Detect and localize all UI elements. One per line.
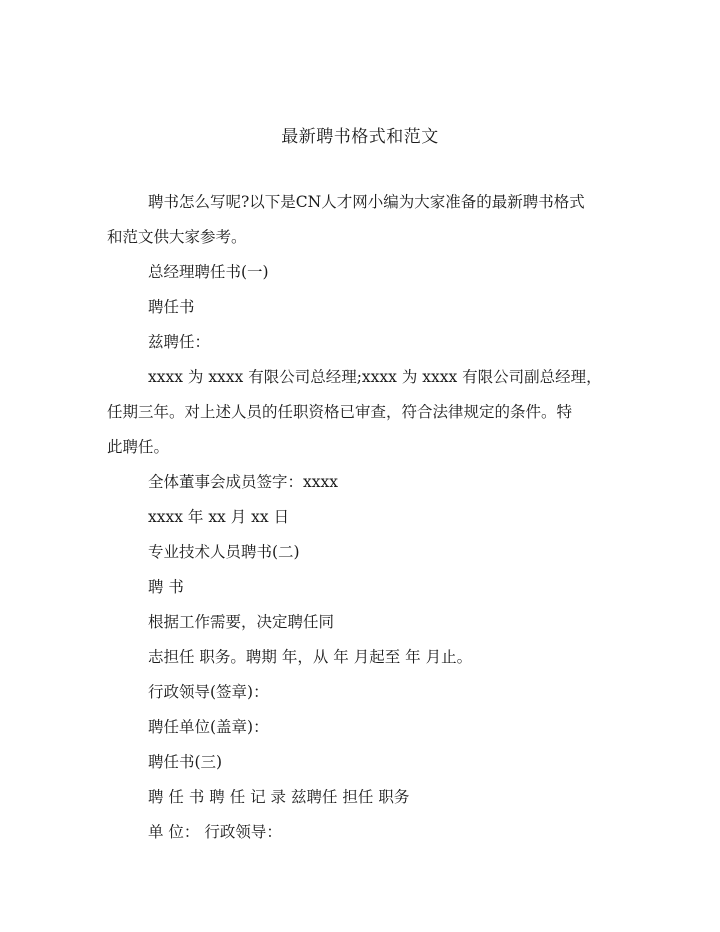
paragraph-line: 和范文供大家参考。 xyxy=(107,228,247,246)
paragraph-line: 聘任书 xyxy=(148,298,195,316)
signature-line: 行政领导(签章)： xyxy=(148,683,269,701)
paragraph-line: 兹聘任： xyxy=(148,333,211,351)
section-heading: 聘任书(三) xyxy=(148,753,223,771)
signature-line: 全体董事会成员签字：xxxx xyxy=(148,473,338,491)
paragraph-line: 聘书怎么写呢?以下是CN人才网小编为大家准备的最新聘书格式 xyxy=(148,193,585,211)
signature-line: 聘任单位(盖章)： xyxy=(148,718,269,736)
paragraph-line: 根据工作需要，决定聘任同 xyxy=(148,613,335,631)
date-line: xxxx 年 xx 月 xx 日 xyxy=(148,508,290,526)
document-title: 最新聘书格式和范文 xyxy=(281,127,439,147)
paragraph-line: 志担任 职务。聘期 年，从 年 月起至 年 月止。 xyxy=(148,648,473,666)
paragraph-line: 聘 书 xyxy=(148,578,184,596)
paragraph-line: 此聘任。 xyxy=(107,438,170,456)
section-heading: 总经理聘任书(一) xyxy=(148,263,269,281)
section-heading: 专业技术人员聘书(二) xyxy=(148,543,300,561)
paragraph-line: xxxx 为 xxxx 有限公司总经理;xxxx 为 xxxx 有限公司副总经理， xyxy=(148,368,602,386)
paragraph-line: 聘 任 书 聘 任 记 录 兹聘任 担任 职务 xyxy=(148,788,410,806)
paragraph-line: 单 位： 行政领导： xyxy=(148,823,282,841)
paragraph-line: 任期三年。对上述人员的任职资格已审查，符合法律规定的条件。特 xyxy=(107,403,573,421)
